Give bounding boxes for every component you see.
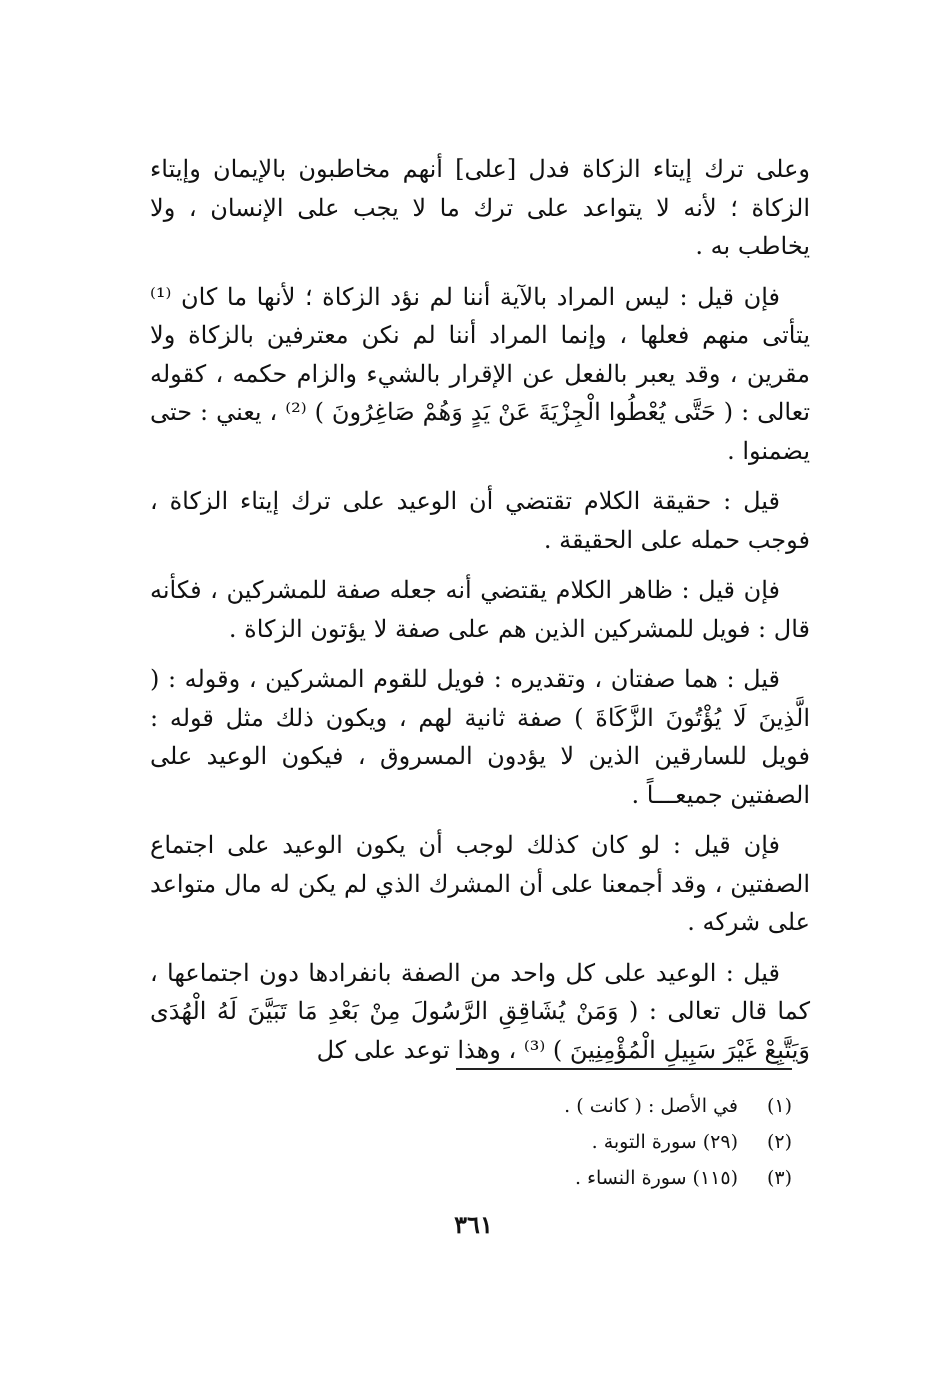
footnote-number: (١) [766, 1095, 792, 1117]
paragraph-2: فإن قيل : ليس المراد بالآية أننا لم نؤد الزكاة ؛ لأنها ما كان ⁽¹⁾ يتأتى منهم فعلها ، وإنما المراد أننا لم نكن معترفين بالزكاة ولا مقرين ، وقد يعبر بالفعل عن الإقرار بالشيء والزام حكمه ، كقوله تعالى : ( حَتَّى يُعْطُوا الْجِزْيَةَ عَنْ يَدٍ وَهُمْ صَاغِرُونَ ) ⁽²⁾ ، يعني : حتى يضمنوا . [150, 282, 811, 465]
footnote-text: (٢٩) سورة التوبة . [591, 1131, 738, 1153]
paragraph-6: فإن قيل : لو كان كذلك لوجب أن يكون الوعيد على اجتماع الصفتين ، وقد أجمعنا على أن المشرك الذي لم يكن له مال متواعد على شركه . [150, 831, 810, 936]
page-body [150, 150, 810, 1081]
footnote-text: (١١٥) سورة النساء . [575, 1167, 738, 1189]
footnote-2 [292, 1124, 792, 1160]
paragraph-7: قيل : الوعيد على كل واحد من الصفة بانفرادها دون اجتماعها ، كما قال تعالى : ( وَمَنْ يُشَاقِقِ الرَّسُولَ مِنْ بَعْدِ مَا تَبَيَّنَ لَهُ الْهُدَى وَيَتَّبِعْ غَيْرَ سَبِيلِ الْمُؤْمِنِينَ ) ⁽³⁾ ، وهذا توعد على كل [150, 958, 810, 1064]
footnotes [292, 1088, 792, 1196]
footnote-text: في الأصل : ( كانت ) . [564, 1095, 738, 1117]
footnote-3 [292, 1160, 792, 1196]
paragraph-3: قيل : حقيقة الكلام تقتضي أن الوعيد على ترك إيتاء الزكاة ، فوجب حمله على الحقيقة . [150, 487, 810, 554]
page-number: ٣٦١ [454, 1210, 493, 1239]
footnote-1 [292, 1088, 792, 1124]
footnote-number: (٢) [766, 1131, 792, 1153]
paragraph-1: وعلى ترك إيتاء الزكاة فدل [على] أنهم مخاطبون بالإيمان وإيتاء الزكاة ؛ لأنه لا يتواعد على ترك ما لا يجب على الإنسان ، ولا يخاطب به . [150, 155, 810, 260]
footnote-number: (٣) [766, 1167, 792, 1189]
paragraph-4: فإن قيل : ظاهر الكلام يقتضي أنه جعله صفة للمشركين ، فكأنه قال : فويل للمشركين الذين هم على صفة لا يؤتون الزكاة . [150, 576, 810, 643]
paragraph-5: قيل : هما صفتان ، وتقديره : فويل للقوم المشركين ، وقوله : ( الَّذِينَ لَا يُؤْتُونَ الزَّكَاةَ ) صفة ثانية لهم ، ويكون ذلك مثل قوله : فويل للسارقين الذين لا يؤدون المسروق ، فيكون الوعيد على الصفتين جميعـــاً . [150, 665, 811, 809]
footnote-divider [456, 1068, 792, 1070]
